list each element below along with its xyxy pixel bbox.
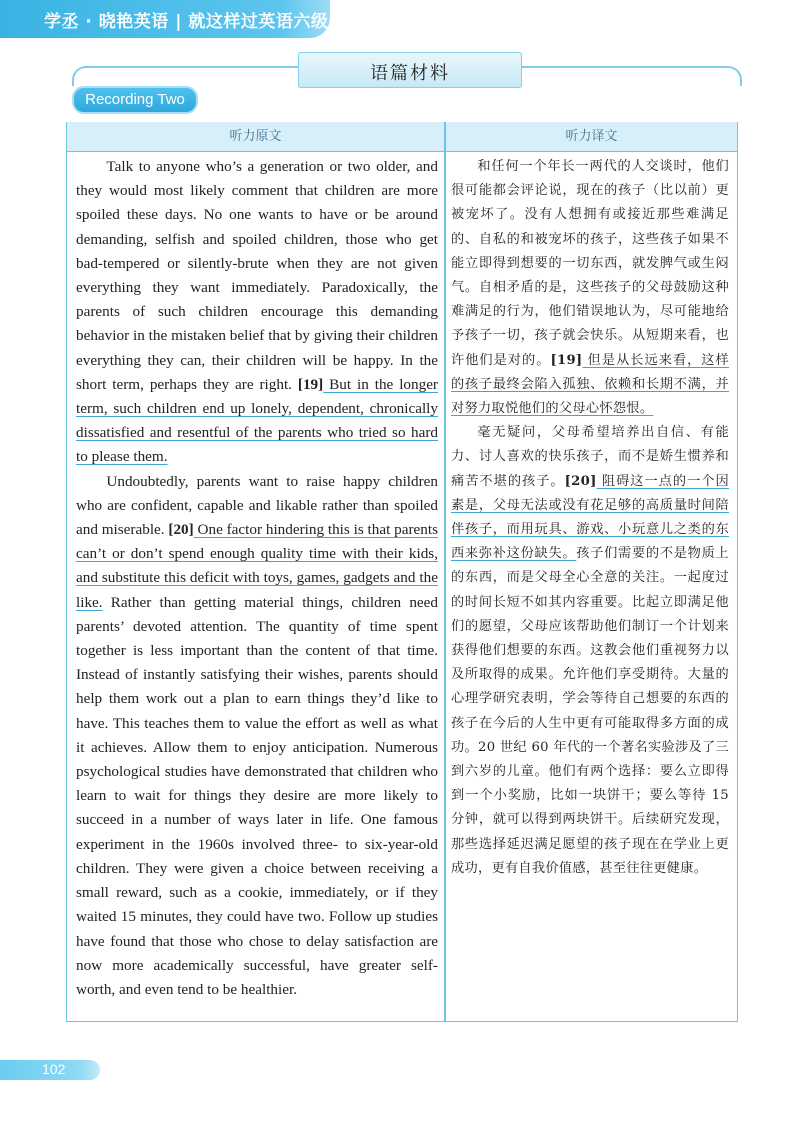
chinese-p1-key-sentence: 但是从长远来看，这样的孩子最终会陷入孤独、依赖和长期不满，并对努力取悦他们的父母心怀怨恨。 bbox=[451, 352, 729, 417]
original-text-header: 听力原文 bbox=[67, 122, 444, 152]
header-rule-right bbox=[518, 66, 728, 68]
chinese-p1-text: 和任何一个年长一两代的人交谈时，他们很可能都会评论说，现在的孩子（比以前）更被宠坏了。没有人想拥有或接近那些难满足的、自私的和被宠坏的孩子，这些孩子如果不能立即得到想要的一切东西，就发脾气或生闷气。自相矛盾的是，这些孩子的父母鼓励这种难满足的行为，他们错误地认为，尽可能地给予孩子一切，孩子就会快乐。从短期来看，也许他们是对的。 bbox=[451, 159, 729, 368]
english-paragraph-1 bbox=[76, 155, 438, 470]
english-p2-rest: Rather than getting material things, children need parents’ devoted attention. The quantity of time spent together is less important than the content of that time. Instead of instantly satisfying their wishes, parents should help them work out a plan to earn things they’d like to have. This teaches them to value the effort as well as what it achieves. Allow them to enjoy anticipation. Numerous psychological studies have demonstrated that children who learn to wait for things they desire are more likely to succeed in a number of ways later in life. One famous experiment in the 1960s involved three- to six-year-old children. They were given a choice between receiving a small reward, such as a cookie, immediately, or if they waited 15 minutes, they could have two. Follow up studies have found that those who chose to delay satisfaction are now more academically successful, have greater self-worth, and even tend to be healthier. bbox=[76, 593, 438, 998]
chinese-paragraph-1 bbox=[451, 155, 729, 421]
banner-title: 学丞 · 晓艳英语 | 就这样过英语六级 bbox=[44, 12, 329, 32]
english-p2-key-sentence: One factor hindering this is that parents can’t or don’t spend enough quality time with their kids, and substitute this deficit with toys, games, gadgets and the like. bbox=[76, 521, 439, 611]
recording-label: Recording Two bbox=[85, 91, 185, 108]
header-frame-left-corner bbox=[72, 66, 94, 86]
english-p2-text: Undoubtedly, parents want to raise happy children who are confident, capable and likable rather than spoiled and miserable. bbox=[76, 472, 438, 539]
chinese-translation bbox=[451, 155, 729, 881]
english-p1-key-sentence: But in the longer term, such children end up lonely, dependent, chronically dissatisfied and resentful of the parents who tried so hard to please them. bbox=[76, 375, 438, 466]
cn-question-tag-19: [19] bbox=[550, 352, 583, 368]
recording-label-pill bbox=[72, 86, 198, 114]
chinese-p2-rest: 孩子们需要的不是物质上的东西，而是父母全心全意的关注。一起度过的时间长短不如其内容重要。比起立即满足他们的愿望，父母应该帮助他们制订一个计划来获得他们想要的东西。这教会他们重视努力以及所取得的成果。允许他们享受期待。大量的心理学研究表明，学会等待自己想要的东西的孩子在今后的人生中更有可能取得多方面的成功。20 世纪 60 年代的一个著名实验涉及了三到六岁的儿童。他们有两个选择：要么立即得到一个小奖励，比如一块饼干；要么等待 15 分钟，就可以得到两块饼干。后续研究发现，那些选择延迟满足愿望的孩子现在在学业上更成功，更有自我价值感，甚至往往更健康。 bbox=[451, 546, 729, 876]
page-number: 102 bbox=[42, 1061, 66, 1077]
page-number-strip bbox=[0, 1060, 100, 1080]
translation-header: 听力译文 bbox=[446, 122, 737, 152]
english-p1-text: Talk to anyone who’s a generation or two older, and they would most likely comment that children are more spoiled these days. No one wants to have or be around demanding, selfish and spoiled children, those who get bad-tempered or silently-brute when they are not given everything they want immediately. Paradoxically, the parents of such children encourage this demanding behavior in the mistaken belief that by giving their children everything they can, their children will be happy. In the short term, perhaps they are right. bbox=[76, 158, 438, 393]
header-rule-left bbox=[90, 66, 300, 68]
column-divider bbox=[444, 122, 446, 1022]
english-paragraph-2 bbox=[76, 470, 438, 1002]
cn-question-tag-20: [20] bbox=[564, 473, 597, 489]
english-transcript bbox=[76, 155, 438, 1002]
section-title: 语篇材料 bbox=[370, 63, 450, 84]
top-banner bbox=[0, 0, 330, 38]
header-frame-right-corner bbox=[726, 66, 742, 86]
chinese-paragraph-2 bbox=[451, 421, 729, 881]
question-tag-20: [20] bbox=[168, 521, 194, 539]
chinese-p2-text: 毫无疑问，父母希望培养出自信、有能力、讨人喜欢的快乐孩子，而不是娇生惯养和痛苦不堪的孩子。 bbox=[451, 425, 729, 489]
question-tag-19: [19] bbox=[297, 375, 324, 393]
section-title-box bbox=[298, 52, 522, 88]
chinese-p2-key-sentence: 阻碍这一点的一个因素是，父母无法或没有花足够的高质量时间陪伴孩子，而用玩具、游戏、小玩意儿之类的东西来弥补这份缺失。 bbox=[451, 473, 729, 562]
